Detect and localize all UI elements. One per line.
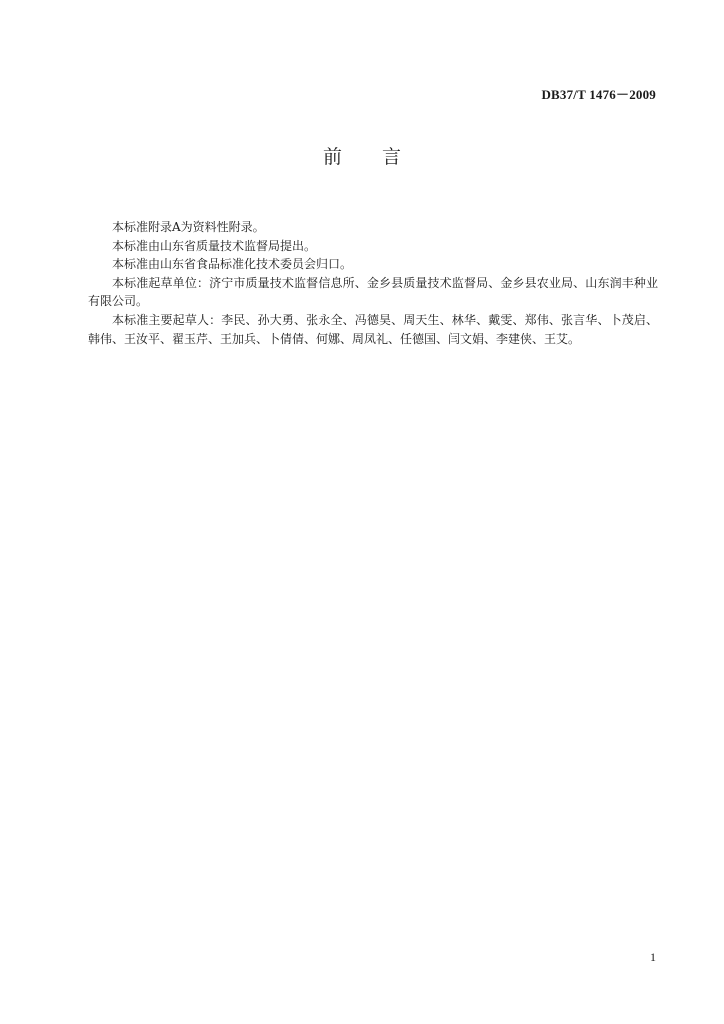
- page-title: 前言: [322, 146, 441, 168]
- paragraph-proposer: 本标准由山东省质量技术监督局提出。: [112, 238, 317, 253]
- page-number: 1: [650, 950, 656, 964]
- paragraph-administrator: 本标准由山东省食品标准化技术委员会归口。: [112, 257, 353, 272]
- foreword-body: [88, 218, 658, 348]
- paragraph-drafters: 本标准主要起草人：李民、孙大勇、张永全、冯德昊、周天生、林华、戴雯、郑伟、张言华、卜茂启、韩伟、王汝平、翟玉芹、王加兵、卜倩倩、何娜、周凤礼、任德国、闫文娟、李建侠、王艾。: [88, 312, 658, 346]
- paragraph-drafting-units: 本标准起草单位：济宁市质量技术监督信息所、金乡县质量技术监督局、金乡县农业局、山东润丰种业有限公司。: [88, 275, 658, 309]
- standard-code: DB37/T 1476－2009: [541, 87, 656, 102]
- paragraph-appendix-note: 本标准附录A为资料性附录。: [112, 220, 265, 234]
